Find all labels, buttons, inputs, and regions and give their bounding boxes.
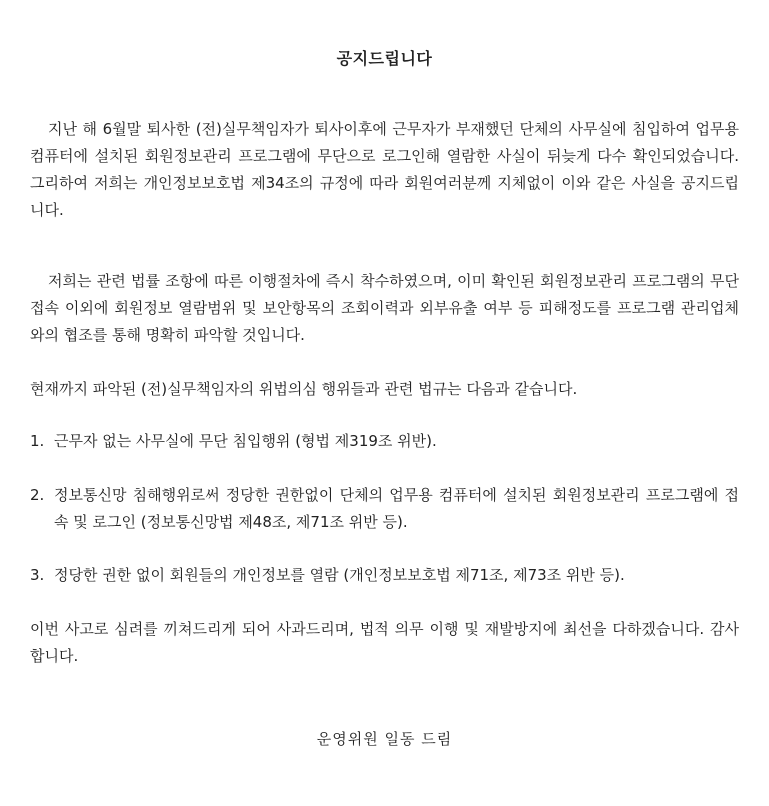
violation-item-3	[30, 562, 739, 589]
signature: 운영위원 일동 드림	[316, 730, 453, 748]
paragraph-closing: 이번 사고로 심려를 끼쳐드리게 되어 사과드리며, 법적 의무 이행 및 재발방지에 최선을 다하겠습니다. 감사합니다.	[30, 620, 739, 665]
violation-item-1	[30, 428, 739, 455]
violation-item-2	[30, 482, 739, 536]
list-number: 2.	[30, 486, 45, 504]
list-text: 근무자 없는 사무실에 무단 침입행위 (형법 제319조 위반).	[54, 432, 437, 450]
paragraph-response: 저희는 관련 법률 조항에 따른 이행절차에 즉시 착수하였으며, 이미 확인된 회원정보관리 프로그램의 무단접속 이외에 회원정보 열람범위 및 보안항목의 조회이력과 외부유출 여부 등 피해정도를 프로그램 관리업체와의 협조를 통해 명확히 파악할 것입니다.	[30, 272, 739, 344]
list-number: 1.	[30, 432, 45, 450]
list-text: 정보통신망 침해행위로써 정당한 권한없이 단체의 업무용 컴퓨터에 설치된 회원정보관리 프로그램에 접속 및 로그인 (정보통신망법 제48조, 제71조 위반 등).	[54, 486, 739, 531]
list-text: 정당한 권한 없이 회원들의 개인정보를 열람 (개인정보보호법 제71조, 제73조 위반 등).	[54, 566, 625, 584]
paragraph-violations-intro: 현재까지 파악된 (전)실무책임자의 위법의심 행위들과 관련 법규는 다음과 같습니다.	[30, 380, 578, 398]
notice-title: 공지드립니다	[336, 49, 433, 68]
paragraph-incident: 지난 해 6월말 퇴사한 (전)실무책임자가 퇴사이후에 근무자가 부재했던 단체의 사무실에 침입하여 업무용 컴퓨터에 설치된 회원정보관리 프로그램에 무단으로 로그인해 열람한 사실이 뒤늦게 다수 확인되었습니다. 그리하여 저희는 개인정보보호법 제34조의 규정에 따라 회원여러분께 지체없이 이와 같은 사실을 공지드립니다.	[30, 120, 739, 219]
list-number: 3.	[30, 566, 45, 584]
